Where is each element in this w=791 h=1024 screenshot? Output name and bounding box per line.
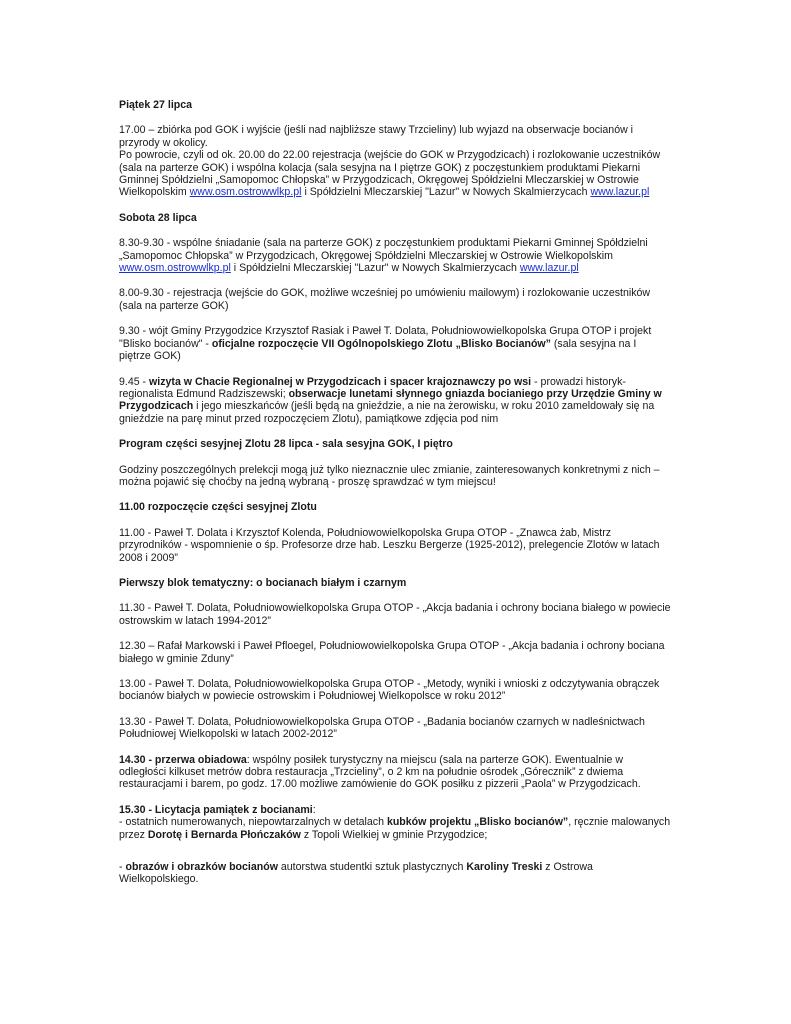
friday-evening-text-cont: i Spółdzielni Mleczarskiej "Lazur" w Nowych Skalmierzycach — [301, 186, 591, 199]
auction-bold: 15.30 - Licytacja pamiątek z bocianami — [119, 803, 313, 816]
breakfast-paragraph — [119, 237, 671, 274]
talk-1100: 11.00 - Paweł T. Dolata i Krzysztof Kolenda, Południowowielkopolska Grupa OTOP - „Znawca żab, Mistrz przyrodników - wspomnienie o śp. Profesorze drze hab. Leszku Bergerze (1925-2012), prelegencie Zlotów w latach 2008 i 2009” — [119, 526, 660, 564]
lunch-text: : wspólny posiłek turystyczny na miejscu (sala na parterze GOK). Ewentualnie w odległości kilkuset metrów dobra restauracja „Trzcieliny”, o 2 km na południe ośrodek „Górecznik” z dwiema restauracjami i barem, po godz. 17.00 możliwe zamówienie do GOK posiłku z pizzerii „Paola” w Przygodzicach. — [119, 753, 641, 791]
lazur-link[interactable]: www.lazur.pl — [590, 186, 650, 199]
osm-link[interactable]: www.osm.ostrowwlkp.pl — [119, 262, 231, 275]
auction-heading — [119, 804, 671, 816]
talk-1230: 12.30 – Rafał Markowski i Paweł Pfloegel, Południowowielkopolska Grupa OTOP - „Akcja badania i ochrony bociana białego w gminie Zduny” — [119, 640, 665, 665]
auction-1-text-end: z Topoli Wielkiej w gminie Przygodzice; — [300, 828, 488, 841]
auction-item-2 — [119, 861, 671, 886]
registration-paragraph: 8.00-9.30 - rejestracja (wejście do GOK, możliwe wcześniej po umówieniu mailowym) i rozlokowanie uczestników (sala na parterze GOK) — [119, 287, 651, 312]
auction-1-text: - ostatnich numerowanych, niepowtarzalnych w detalach — [119, 816, 387, 829]
visit-paragraph — [119, 376, 671, 426]
talk-1300: 13.00 - Paweł T. Dolata, Południowowielkopolska Grupa OTOP - „Metody, wyniki i wnioski z odczytywania obrączek bocianów białych w powiecie ostrowskim i Południowej Wielkopolsce w roku 2012” — [119, 678, 660, 703]
auction-item-1 — [119, 816, 670, 840]
lunch-bold: 14.30 - przerwa obiadowa — [119, 753, 247, 766]
friday-heading: Piątek 27 lipca — [119, 99, 193, 111]
auction-colon: : — [312, 803, 316, 816]
visit-text-cont: i jego mieszkańców (jeśli będą na gnieździe, a nie na żerowisku, w roku 2010 zameldowały się na gnieździe na parę minut przed rozpoczęciem Zlotu), pamiątkowe zdjęcia pod nim — [119, 400, 655, 425]
auction-2-bold-1: obrazów i obrazków bocianów — [125, 861, 278, 874]
saturday-heading: Sobota 28 lipca — [119, 211, 197, 224]
friday-gathering-text: 17.00 – zbiórka pod GOK i wyjście (jeśli nad najbliższe stawy Trzcieliny) lub wyjazd na obserwacje bocianów i przyrody w okolicy. — [119, 124, 634, 149]
visit-text: - prowadzi historyk-regionalista Edmund Radziszewski; — [119, 375, 626, 400]
auction-1-text-cont: , ręcznie malowanych przez — [119, 816, 671, 841]
auction-2-text: autorstwa studentki sztuk plastycznych — [277, 861, 467, 874]
opening-paragraph — [119, 325, 671, 362]
opening-text: 9.30 - wójt Gminy Przygodzice Krzysztof Rasiak i Paweł T. Dolata, Południowowielkopolska Grupa OTOP i projekt "Blisko bocianów" - — [119, 325, 652, 350]
auction-2-dash: - — [119, 861, 126, 874]
visit-bold-1: wizyta w Chacie Regionalnej w Przygodzicach i spacer krajoznawczy po wsi — [149, 375, 532, 388]
auction-1-bold-1: kubków projektu „Blisko bocianów” — [386, 816, 569, 829]
block1-heading: Pierwszy blok tematyczny: o bocianach białym i czarnym — [119, 576, 407, 589]
talk-1330: 13.30 - Paweł T. Dolata, Południowowielkopolska Grupa OTOP - „Badania bocianów czarnych w nadleśnictwach Południowej Wielkopolski w latach 2002-2012” — [119, 715, 645, 741]
osm-link[interactable]: www.osm.ostrowwlkp.pl — [189, 186, 302, 199]
auction-2-text-end: z Ostrowa Wielkopolskiego. — [119, 861, 593, 886]
auction-1-bold-2: Dorotę i Bernarda Płończaków — [147, 828, 301, 841]
friday-evening-text: Po powrocie, czyli od ok. 20.00 do 22.00 rejestracja (wejście do GOK w Przygodzicach) i rozlokowanie uczestników (sala na parterze GOK) i wspólna kolacja (sala sesyjna na I piętrze GOK) z poczęstunkiem produktami Piekarni Gminnej Spółdzielni „Samopomoc Chłopska” w Przygodzicach, Okręgowej Spółdzielni Mleczarskiej w Ostrowie Wielkopolskim — [119, 149, 661, 199]
talk-1130: 11.30 - Paweł T. Dolata, Południowowielkopolska Grupa OTOP - „Akcja badania i ochrony bociana białego w powiecie ostrowskim w latach 1994-2012” — [119, 602, 671, 627]
session-start-heading: 11.00 rozpoczęcie części sesyjnej Zlotu — [119, 501, 317, 514]
program-heading: Program części sesyjnej Zlotu 28 lipca - sala sesyjna GOK, I piętro — [119, 438, 453, 451]
opening-bold: oficjalne rozpoczęcie VII Ogólnopolskiego Zlotu „Blisko Bocianów” — [211, 337, 551, 350]
opening-text-cont: (sala sesyjna na I piętrze GOK) — [119, 337, 637, 363]
lunch-paragraph — [119, 754, 671, 791]
auction-2-bold-2: Karoliny Treski — [466, 861, 543, 874]
friday-schedule — [119, 124, 671, 198]
program-note: Godziny poszczególnych prelekcji mogą już tylko nieznacznie ulec zmianie, zainteresowanych konkretnymi z nich – można pojawić się choćby na jedną wybraną - proszę sprawdzać w tym miejscu! — [119, 463, 660, 488]
breakfast-text: 8.30-9.30 - wspólne śniadanie (sala na parterze GOK) z poczęstunkiem produktami Piekarni Gminnej Spółdzielni „Samopomoc Chłopska” w Przygodzicach, Okręgowej Spółdzielni Mleczarskiej w Ostrowie Wielkopolskim — [119, 237, 648, 262]
visit-time: 9.45 - — [119, 375, 150, 388]
visit-bold-2: obserwacje lunetami słynnego gniazda bocianiego przy Urzędzie Gminy w Przygodzicach — [119, 387, 662, 413]
document-content — [119, 99, 671, 899]
auction-paragraph — [119, 804, 671, 841]
breakfast-text-cont: i Spółdzielni Mleczarskiej "Lazur" w Nowych Skalmierzycach — [230, 262, 520, 275]
lazur-link[interactable]: www.lazur.pl — [519, 262, 579, 275]
